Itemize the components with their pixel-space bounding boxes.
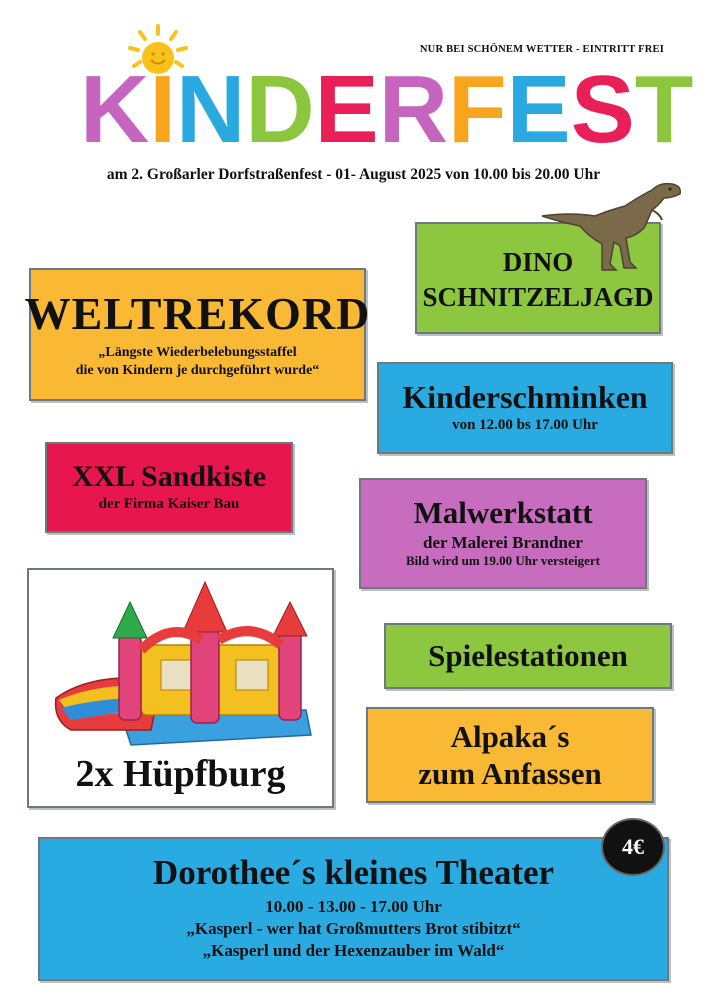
spiel-title: Spielestationen — [428, 637, 628, 673]
spielestationen-box — [384, 623, 672, 689]
title-letter: S — [570, 56, 635, 163]
title-letter: F — [448, 56, 507, 163]
dino-line2: SCHNITZELJAGD — [422, 282, 654, 312]
dinosaur-illustration — [540, 176, 690, 276]
bouncy-castle-illustration — [51, 580, 313, 755]
weltrekord-line2: die von Kindern je durchgeführt wurde“ — [75, 362, 320, 378]
title-letter: E — [314, 56, 379, 163]
weltrekord-title: WELTREKORD — [24, 287, 371, 339]
alpaka-line1: Alpaka´s — [450, 718, 570, 754]
page-title — [80, 56, 694, 163]
theater-play2: „Kasperl und der Hexenzauber im Wald“ — [202, 941, 505, 961]
title-letter: K — [80, 56, 150, 163]
schminken-title: Kinderschminken — [402, 378, 648, 415]
theater-play1: „Kasperl - wer hat Großmutters Brot stibitzt“ — [186, 919, 521, 939]
title-letter: D — [245, 56, 315, 163]
malwerk-title: Malwerkstatt — [413, 495, 593, 531]
sandkiste-sponsor: der Firma Kaiser Bau — [98, 495, 240, 512]
title-letter: R — [378, 56, 449, 163]
malwerk-note: Bild wird um 19.00 Uhr versteigert — [405, 553, 601, 569]
weather-note: NUR BEI SCHÖNEM WETTER - EINTRITT FREI — [419, 44, 664, 55]
dino-line1: DINO — [502, 246, 574, 277]
title-letter: E — [506, 56, 571, 163]
theater-times: 10.00 - 13.00 - 17.00 Uhr — [265, 897, 442, 917]
title-letter: I — [149, 56, 176, 163]
malwerkstatt-box — [359, 478, 647, 589]
title-letter: T — [634, 56, 694, 163]
malwerk-sponsor: der Malerei Brandner — [423, 533, 583, 553]
price-badge: 4€ — [601, 818, 665, 876]
sandkiste-box — [45, 442, 293, 533]
theater-box — [38, 837, 669, 981]
huepfburg-box — [27, 568, 334, 808]
alpaka-line2: zum Anfassen — [418, 756, 602, 791]
sandkiste-title: XXL Sandkiste — [71, 460, 267, 494]
kinderschminken-box — [377, 362, 673, 454]
event-subline: am 2. Großarler Dorfstraßenfest - 01- August 2025 von 10.00 bis 20.00 Uhr — [106, 166, 601, 183]
weltrekord-box — [24, 268, 371, 401]
schminken-time: von 12.00 bs 17.00 Uhr — [452, 417, 598, 434]
title-letter: N — [176, 56, 246, 163]
theater-title: Dorothee´s kleines Theater — [152, 853, 555, 893]
alpaka-box — [366, 707, 654, 803]
weltrekord-line1: „Längste Wiederbelebungsstaffel — [98, 345, 297, 361]
huepfburg-label: 2x Hüpfburg — [75, 753, 286, 795]
